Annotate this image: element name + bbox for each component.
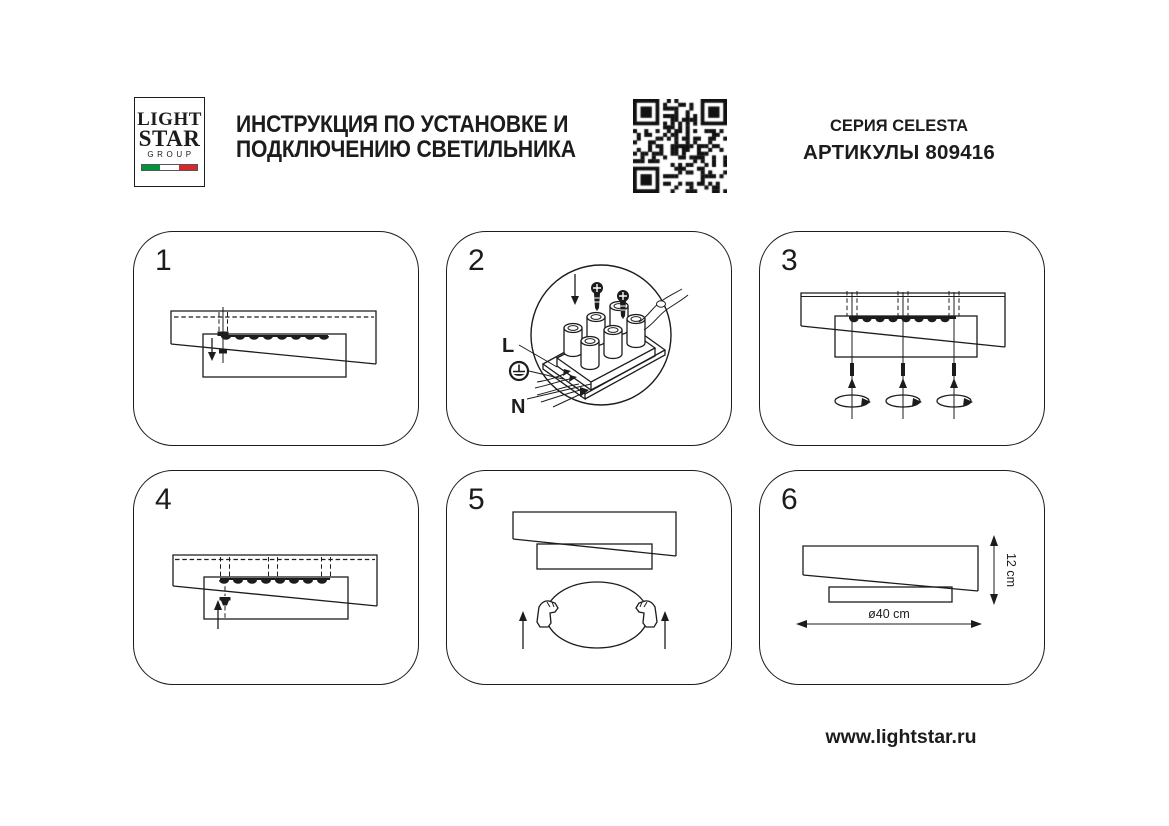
article-number: АРТИКУЛЫ 809416 — [802, 141, 995, 164]
fixture-slant-edge — [171, 344, 376, 364]
fixture-frame — [829, 587, 952, 602]
qr-code-icon — [633, 99, 727, 193]
website-url: www.lightstar.ru — [825, 726, 977, 748]
title-line-2: ПОДКЛЮЧЕНИЮ СВЕТИЛЬНИКА — [236, 136, 576, 163]
mounting-screw-center — [886, 291, 922, 419]
insert-arrow-icon — [571, 274, 579, 305]
step-5-panel — [446, 470, 732, 685]
series-info — [757, 117, 1041, 165]
step-5-number: 5 — [468, 483, 485, 516]
diffuser-shade — [546, 582, 648, 648]
logo-word-light: LIGHT — [137, 109, 202, 130]
up-arrow-icon — [214, 600, 222, 629]
diameter-dimension — [796, 607, 982, 628]
right-hand-icon — [636, 601, 657, 627]
step-3-illustration — [760, 232, 1044, 445]
height-dimension — [990, 535, 1018, 605]
down-arrow-icon — [208, 338, 216, 361]
led-modules — [219, 580, 327, 584]
fixture-frame — [203, 334, 346, 377]
step-5-illustration — [447, 471, 731, 684]
logo-word-star: STAR — [138, 126, 201, 151]
italian-flag-icon — [141, 164, 198, 171]
screw-nut — [219, 350, 227, 354]
title-line-1: ИНСТРУКЦИЯ ПО УСТАНОВКЕ И — [236, 111, 569, 138]
step-2-illustration — [447, 232, 731, 445]
diameter-dimension-label: ø40 cm — [868, 607, 910, 621]
step-6-panel — [759, 470, 1045, 685]
fixture-wires — [639, 289, 688, 330]
step-1-number: 1 — [155, 244, 172, 277]
height-dimension-label: 12 cm — [1004, 552, 1018, 588]
fixture-body — [803, 546, 978, 591]
step-2-panel — [446, 231, 732, 446]
led-modules — [850, 319, 950, 322]
mounting-screw-right — [937, 291, 973, 419]
neutral-wire-label: N — [511, 396, 526, 418]
page-title — [236, 112, 576, 162]
step-1-illustration — [134, 232, 418, 445]
up-arrow-left-icon — [519, 611, 527, 649]
step-3-panel — [759, 231, 1045, 446]
ceiling-outline — [171, 311, 376, 364]
step-6-number: 6 — [781, 483, 798, 516]
step-4-panel — [133, 470, 419, 685]
lightstar-logo — [134, 97, 205, 187]
logo-word-group: GROUP — [147, 150, 195, 159]
screw-being-inserted — [220, 579, 231, 619]
earth-ground-icon — [510, 362, 528, 380]
step-1-panel — [133, 231, 419, 446]
live-wire-label: L — [502, 335, 515, 357]
series-name: СЕРИЯ CELESTA — [829, 117, 968, 135]
step-2-number: 2 — [468, 244, 485, 277]
step-3-number: 3 — [781, 244, 798, 277]
step-4-illustration — [134, 471, 418, 684]
screw-head — [218, 332, 229, 337]
left-hand-icon — [537, 601, 558, 627]
mounting-screw-left — [835, 291, 871, 419]
screw-holes-dashed — [221, 557, 331, 579]
step-4-number: 4 — [155, 483, 172, 516]
up-arrow-right-icon — [661, 611, 669, 649]
step-6-illustration — [760, 471, 1044, 684]
